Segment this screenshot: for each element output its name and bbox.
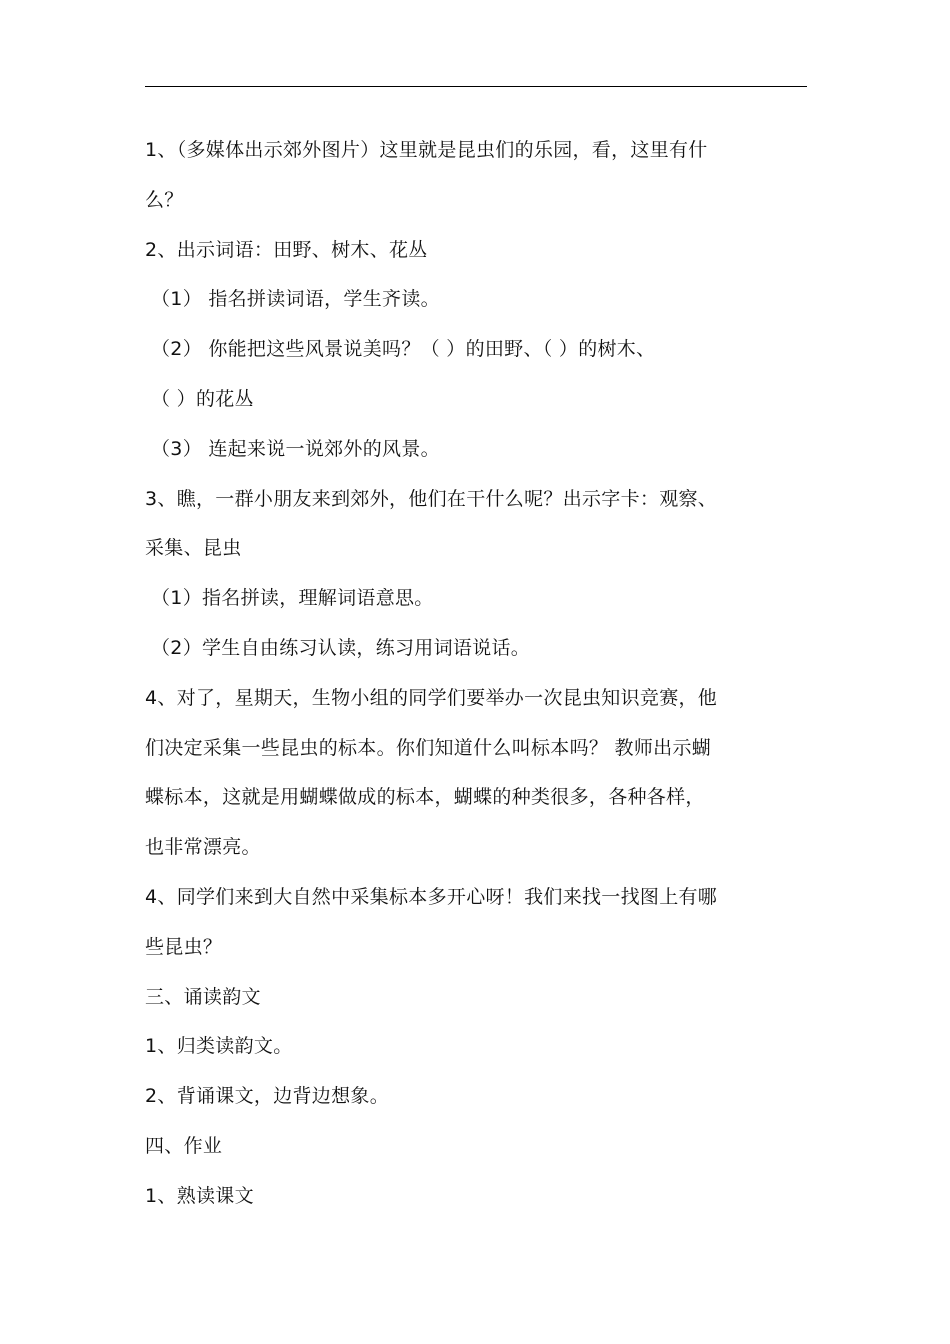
text-line: 些昆虫？ xyxy=(145,935,223,958)
text-line: 们决定采集一些昆虫的标本。你们知道什么叫标本吗？ 教师出示蝴 xyxy=(145,736,712,759)
header-rule xyxy=(145,86,807,87)
text-line: （3） 连起来说一说郊外的风景。 xyxy=(151,437,440,460)
text-line: 2、出示词语：田野、树木、花丛 xyxy=(145,238,428,261)
text-line: （2）学生自由练习认读，练习用词语说话。 xyxy=(151,636,531,659)
text-line: 蝶标本，这就是用蝴蝶做成的标本，蝴蝶的种类很多，各种各样， xyxy=(145,786,705,809)
text-line: 么？ xyxy=(145,188,184,211)
text-line: 2、背诵课文，边背边想象。 xyxy=(145,1085,389,1108)
text-line: 4、同学们来到大自然中采集标本多开心呀！我们来找一找图上有哪 xyxy=(145,885,718,908)
text-line: 1、归类读韵文。 xyxy=(145,1035,293,1058)
text-line: （1）指名拼读，理解词语意思。 xyxy=(151,587,434,610)
text-line: 1、熟读课文 xyxy=(145,1184,254,1207)
text-line: （ ）的花丛 xyxy=(151,387,254,410)
section-heading: 四、作业 xyxy=(145,1134,223,1157)
text-line: （1） 指名拼读词语，学生齐读。 xyxy=(151,288,440,311)
text-line: （2） 你能把这些风景说美吗？（ ）的田野、（ ）的树木、 xyxy=(151,338,656,361)
text-line: 4、对了，星期天，生物小组的同学们要举办一次昆虫知识竞赛，他 xyxy=(145,686,718,709)
text-line: 3、瞧，一群小朋友来到郊外，他们在干什么呢？出示字卡：观察、 xyxy=(145,487,718,510)
text-line: 采集、昆虫 xyxy=(145,537,242,560)
text-line: 也非常漂亮。 xyxy=(145,836,261,859)
text-line: 1、（多媒体出示郊外图片）这里就是昆虫们的乐园，看，这里有什 xyxy=(145,139,708,161)
section-heading: 三、诵读韵文 xyxy=(145,985,261,1008)
document-body xyxy=(145,126,807,1222)
